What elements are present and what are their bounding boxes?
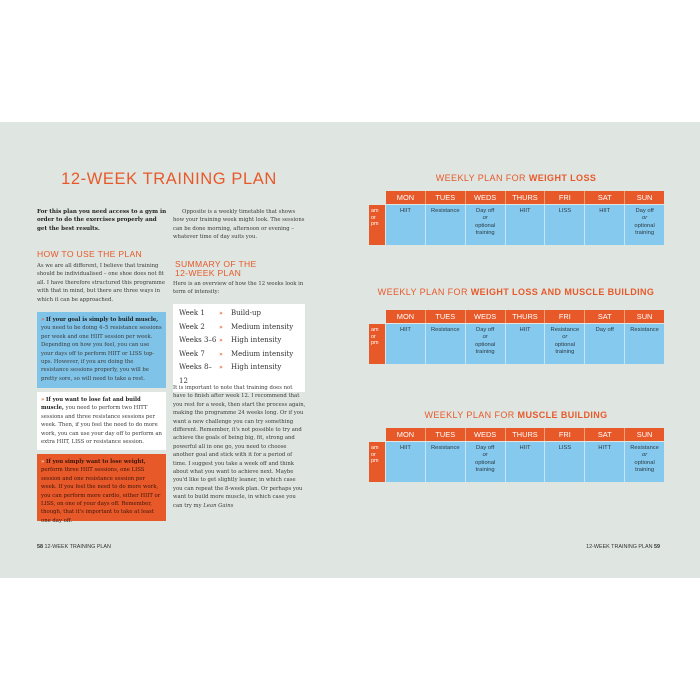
plan-title: WEEKLY PLAN FOR WEIGHT LOSS	[435, 173, 597, 183]
session-cell: HITT	[584, 442, 624, 482]
summary-week: Week 7	[179, 349, 205, 358]
arrow-icon: »	[41, 317, 45, 323]
day-header: SUN	[624, 428, 664, 441]
table-header	[386, 191, 664, 204]
day-header: TUES	[425, 310, 465, 323]
day-header: FRI	[544, 428, 584, 441]
time-label: am or pm	[369, 324, 385, 364]
day-header: MON	[396, 430, 415, 439]
day-header: FRI	[544, 310, 584, 323]
table-row	[386, 324, 664, 364]
plan-title: WEEKLY PLAN FOR MUSCLE BUILDING	[424, 410, 608, 420]
closing-text: It is important to note that training does not have to finish after week 12. I recommend that you rest for a week, then start the process again, making the programme 24 weeks long. Or if you want a new challenge you can try something different. Remember, it's not possible to try and achieve the goals of being big, fit, strong and powerful all in one go, you need to choose another goal and stick with it for a period of time. I suggest you take a week off and think about what you want to achieve next. Maybe you'd like to get slightly leaner, in which case you can repeat the 8-week plan. Or perhaps you want to build more muscle, in which case you can try my Lean Gains	[173, 385, 306, 509]
how-text: As we are all different, I believe that training should be individualised – one shoe does not fit all. I have therefore structured this programme with that in mind, but there are three ways in which it can be approached.	[37, 263, 165, 303]
summary-intro: Here is an overview of how the 12 weeks look in term of intensity:	[173, 281, 304, 296]
summary-row	[179, 307, 299, 321]
weekly-plan-table	[369, 310, 664, 364]
day-header: SAT	[584, 310, 624, 323]
day-header: SAT	[584, 191, 624, 204]
footer-right: 12-WEEK TRAINING PLAN 59	[586, 544, 660, 550]
day-header: THURS	[505, 428, 545, 441]
summary-intensity: High intensity	[231, 363, 282, 372]
summary-table	[173, 304, 305, 392]
day-header: THURS	[505, 310, 545, 323]
day-header: SUN	[624, 191, 664, 204]
weekly-plan-table	[369, 191, 664, 245]
session-cell: Resistance or optional training	[544, 324, 584, 364]
summary-heading: SUMMARY OF THE 12-WEEK PLAN	[175, 259, 257, 278]
table-row	[386, 205, 664, 245]
day-header: MON	[396, 193, 415, 202]
arrow-icon: »	[41, 459, 45, 465]
arrow-icon: »	[219, 310, 223, 317]
session-cell: HIIT	[505, 205, 545, 245]
day-header: FRI	[544, 191, 584, 204]
day-header: THURS	[505, 191, 545, 204]
page-title: 12-WEEK TRAINING PLAN	[61, 170, 277, 188]
table-header	[386, 428, 664, 441]
day-header: WEDS	[465, 428, 505, 441]
day-header: MON	[396, 312, 415, 321]
summary-week: Week 1	[179, 309, 205, 317]
session-cell: HIIT	[584, 205, 624, 245]
session-cell: Resistance	[425, 442, 465, 482]
day-header: SUN	[624, 310, 664, 323]
session-cell: HIIT	[505, 324, 545, 364]
session-cell: HIIT	[505, 442, 545, 482]
goal-box-weight: » If you simply want to lose weight, perform three HIIT sessions, one LISS session and one resistance session per week. If you feel the need to do more work, you can perform more cardio, either HIIT or LISS, on one of your days off. Remember, though, that it's important to take at least one day off.	[37, 454, 166, 521]
summary-week: Weeks 8–12	[179, 363, 212, 385]
day-header: TUES	[425, 191, 465, 204]
summary-intensity: Medium intensity	[231, 349, 294, 358]
day-header: WEDS	[465, 310, 505, 323]
session-cell: Resistance	[624, 324, 664, 364]
session-cell: HIIT	[399, 327, 411, 333]
summary-intensity: Medium intensity	[231, 322, 294, 331]
session-cell: Resistance or optional training	[624, 442, 664, 482]
session-cell: HIIT	[399, 445, 411, 451]
arrow-icon: »	[219, 350, 223, 358]
session-cell: HIIT	[399, 208, 411, 214]
summary-intensity: High intensity	[231, 336, 282, 345]
footer-left: 58 12-WEEK TRAINING PLAN	[37, 544, 111, 550]
day-header: WEDS	[465, 191, 505, 204]
arrow-icon: »	[219, 323, 223, 331]
session-cell: Day off	[584, 324, 624, 364]
session-cell: LISS	[544, 442, 584, 482]
session-cell: Day off or optional training	[465, 205, 505, 245]
session-cell: LISS	[544, 205, 584, 245]
summary-row	[179, 334, 299, 348]
how-heading: HOW TO USE THE PLAN	[37, 249, 143, 259]
session-cell: Day off or optional training	[624, 205, 664, 245]
day-header: SAT	[584, 428, 624, 441]
time-label: am or pm	[369, 205, 385, 245]
arrow-icon: »	[219, 337, 223, 345]
table-row	[386, 442, 664, 482]
weekly-plan-table	[369, 428, 664, 482]
goal-box-fat-muscle: » If you want to lose fat and build muscle, you need to perform two HITT sessions and three resistance sessions per week. Then, if you feel the need to do more work, you can use your day off to perform an extra HIIT, LISS or resistance session.	[37, 392, 166, 450]
table-header	[386, 310, 664, 323]
arrow-icon: »	[219, 364, 223, 372]
summary-row	[179, 321, 299, 335]
opposite-text: Opposite is a weekly timetable that shows how your training week might look. The sessions can be done morning, afternoon or evening – whatever time of day suits you.	[173, 209, 305, 241]
plan-title: WEEKLY PLAN FOR WEIGHT LOSS AND MUSCLE BUILDING	[377, 287, 655, 297]
session-cell: Day off or optional training	[465, 324, 505, 364]
time-label: am or pm	[369, 442, 385, 482]
session-cell: Resistance	[425, 324, 465, 364]
intro-text: For this plan you need access to a gym in order to do the exercises properly and get the best results.	[37, 209, 167, 232]
summary-week: Week 2	[179, 322, 205, 331]
summary-row	[179, 348, 299, 362]
session-cell: Resistance	[425, 205, 465, 245]
session-cell: Day off or optional training	[465, 442, 505, 482]
day-header: TUES	[425, 428, 465, 441]
summary-intensity: Build-up	[231, 309, 261, 317]
goal-box-muscle: » If your goal is simply to build muscle, you need to be doing 4–5 resistance sessions per week and one HIIT session per week. Depending on how you feel, you can use your days off to perform HIIT or LISS top-ups. However, if you are doing the resistance sessions properly, you will be pretty sore, so will need to take a rest.	[37, 312, 166, 388]
arrow-icon: »	[41, 397, 45, 403]
summary-week: Weeks 3–6	[179, 336, 217, 345]
